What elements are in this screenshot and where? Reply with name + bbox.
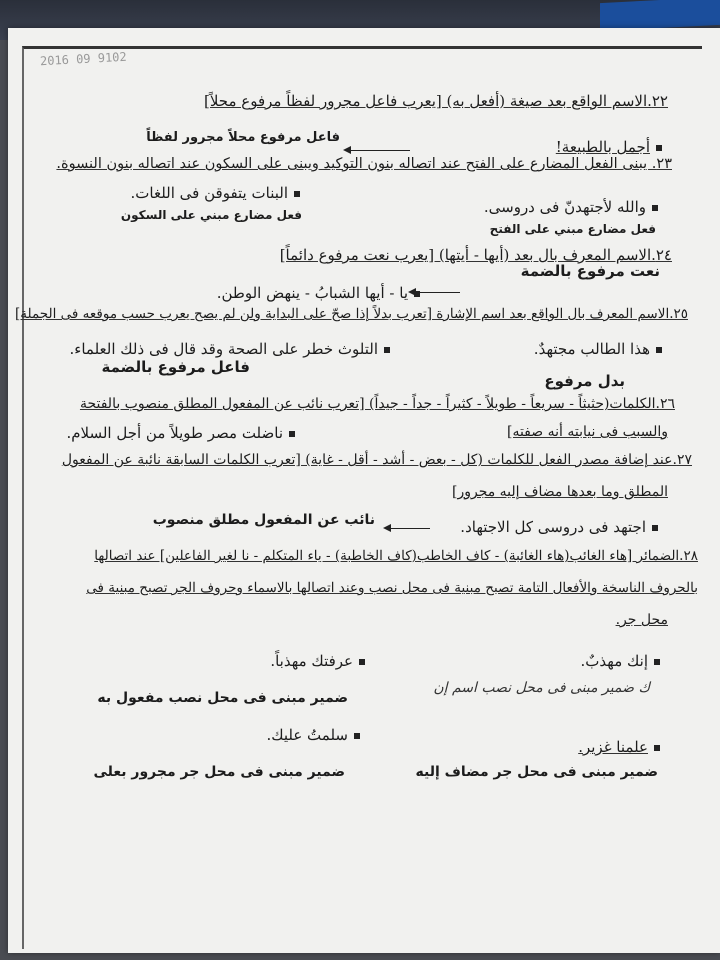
rule-23-example-b-text: البنات يتفوقن فى اللغات.: [130, 184, 288, 202]
rule-27-example: [460, 518, 658, 536]
rule-22-example: [556, 138, 662, 156]
rule-22-example-text: أجمل بالطبيعة!: [555, 138, 650, 156]
bullet-icon: [652, 205, 658, 211]
rule-25-example-a: [534, 340, 662, 358]
rule-25-title: ٢٥.الاسم المعرف بال الواقع بعد اسم الإشارة [تعرب بدلاً إذا صحّ على البداية ولن لم يصح يعرب حسب موقعه فى الجملة]: [15, 306, 688, 322]
rule-25-example-b: [70, 340, 390, 358]
rule-24-note: نعت مرفوع بالضمة: [520, 262, 660, 280]
rule-27-title-cont: المطلق وما بعدها مضاف إليه مجرور]: [451, 484, 668, 500]
rule-23-example-a-text: والله لأجتهدنّ فى دروسى.: [483, 198, 646, 216]
rule-28-ex2-note: ضمير مبنى فى محل نصب مفعول به: [97, 690, 348, 706]
rule-28-ex3-note: ضمير مبنى فى محل جر مضاف إليه: [415, 764, 658, 780]
bullet-icon: [654, 745, 660, 751]
rule-28-title: ٢٨.الضمائر [هاء الغائب(هاء الغائبة) - كاف الخاطب(كاف الخاطبة) - ياء المتكلم - نا لغير الفاعلين] عند اتصالها: [94, 548, 698, 564]
rule-25-example-b-text: التلوث خطر على الصحة وقد قال فى ذلك العلماء.: [69, 340, 378, 358]
rule-22-title: ٢٢.الاسم الواقع بعد صيغة (أفعل به) [يعرب فاعل مجرور لفظاً مرفوع محلاً]: [203, 92, 668, 110]
rule-28-title-cont2: محل جر.: [615, 612, 668, 628]
rule-24-example-text: يا - أيها الشبابُ - ينهض الوطن.: [216, 284, 408, 302]
faded-stamp: 2016 09 9102: [39, 49, 128, 69]
rule-28-ex4-text: سلمتُ عليك.: [266, 726, 348, 744]
rule-26-example-text: ناضلت مصر طويلاً من أجل السلام.: [66, 424, 283, 442]
bullet-icon: [384, 347, 390, 353]
rule-27-example-text: اجتهد فى دروسى كل الاجتهاد.: [460, 518, 646, 536]
rule-28-ex3-text: علمنا غزير.: [578, 738, 648, 756]
rule-28-ex1-text: إنك مهذبٌ.: [580, 652, 648, 670]
rule-25-note-b: فاعل مرفوع بالضمة: [101, 358, 250, 376]
rule-25-note-a: بدل مرفوع: [544, 372, 625, 390]
rule-23-note-a: فعل مضارع مبني على الفتح: [489, 222, 656, 236]
rule-28-ex1-note: ك ضمير مبنى فى محل نصب اسم إن: [433, 680, 650, 696]
rule-28-ex4-note: ضمير مبنى فى محل جر مجرور بعلى: [93, 764, 345, 780]
rule-24-title: ٢٤.الاسم المعرف بال بعد (أيها - أيتها) [يعرب نعت مرفوع دائماً]: [279, 246, 672, 264]
rule-22-note: فاعل مرفوع محلاً مجرور لفظاً: [146, 130, 340, 145]
bullet-icon: [354, 733, 360, 739]
bullet-icon: [652, 525, 658, 531]
rule-26-example: [66, 424, 295, 442]
bullet-icon: [359, 659, 365, 665]
rule-27-note: نائب عن المفعول مطلق منصوب: [152, 512, 375, 528]
rule-25-example-a-text: هذا الطالب مجتهدٌ.: [533, 340, 650, 358]
bullet-icon: [654, 659, 660, 665]
rule-28-ex2: [270, 652, 365, 670]
bullet-icon: [656, 145, 662, 151]
rule-23-title: ٢٣. يبنى الفعل المضارع على الفتح عند اتصاله بنون التوكيد ويبنى على السكون عند اتصاله بنون النسوة.: [56, 156, 672, 172]
arrow-icon: [345, 150, 410, 151]
rule-27-title: ٢٧.عند إضافة مصدر الفعل للكلمات (كل - بعض - أشد - أقل - غاية) [تعرب الكلمات السابقة نائبة عن المفعول: [61, 452, 692, 468]
rule-23-example-a: [484, 198, 658, 216]
rule-28-title-cont1: بالحروف الناسخة والأفعال التامة تصبح مبنية فى محل نصب وعند اتصالها بالاسماء وحروف الجر تصبح مبنية فى: [86, 580, 698, 596]
arrow-icon: [385, 528, 430, 529]
rule-28-ex2-text: عرفتك مهذباً.: [270, 652, 353, 670]
bullet-icon: [656, 347, 662, 353]
rule-24-example: [217, 284, 420, 302]
bullet-icon: [294, 191, 300, 197]
rule-23-note-b: فعل مضارع مبني على السكون: [120, 208, 302, 222]
arrow-icon: [410, 292, 460, 293]
rule-26-title: ٢٦.الكلمات(حثيثاً - سريعاً - طويلاً - كثيراً - جداً - جيداً) [تعرب نائب عن المفعول المطلق منصوب بالفتحة: [79, 396, 675, 412]
rule-28-ex3: [578, 738, 660, 756]
rule-26-title-cont: والسبب فى نيابته أنه صفته]: [506, 424, 668, 440]
rule-28-ex1: [581, 652, 660, 670]
rule-28-ex4: [266, 726, 360, 744]
rule-23-example-b: [131, 184, 301, 202]
bullet-icon: [289, 431, 295, 437]
